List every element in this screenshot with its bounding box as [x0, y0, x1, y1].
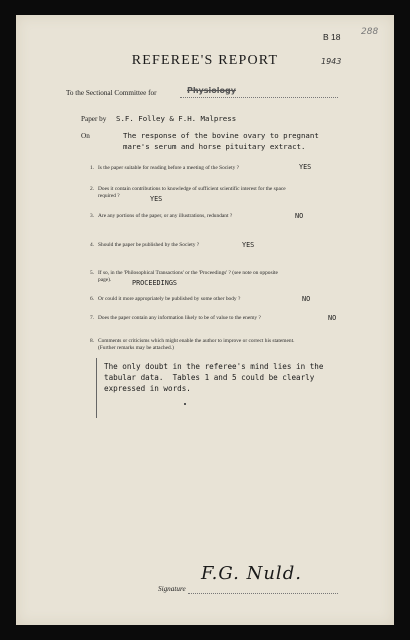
- answer-1: YES: [299, 163, 312, 171]
- question-number: 4.: [90, 242, 95, 248]
- report-title: REFEREE'S REPORT: [131, 53, 279, 68]
- question-number: 1.: [90, 165, 95, 171]
- question-text: If so, in the 'Philosophical Transactions' or the 'Proceedings' ? (see note on opposite: [98, 270, 278, 276]
- committee-line: [180, 97, 338, 98]
- question-text: Or could it more appropriately be published by some other body ?: [98, 296, 241, 302]
- comment-line-1: The only doubt in the referee's mind lies in the: [104, 362, 324, 371]
- question-text-cont: page).: [98, 277, 112, 283]
- question-text: Does the paper contain any information likely to be of value to the enemy ?: [98, 315, 261, 321]
- signature-line: [188, 593, 338, 594]
- answer-6: NO: [302, 295, 311, 303]
- answer-2: YES: [150, 195, 163, 203]
- question-number: 7.: [90, 315, 95, 321]
- question-number: 8.: [90, 338, 95, 344]
- reference-code: B 18: [323, 32, 341, 42]
- committee-label: To the Sectional Committee for: [66, 89, 157, 97]
- answer-3: NO: [295, 212, 304, 220]
- question-number: 6.: [90, 296, 95, 302]
- question-text: Comments or criticisms which might enable the author to improve or correct his statement.: [98, 338, 295, 344]
- question-number: 5.: [90, 270, 95, 276]
- question-text: Does it contain contributions to knowledge of sufficient scientific interest for the space: [98, 186, 286, 192]
- margin-rule: [96, 358, 97, 418]
- report-sheet: [16, 15, 394, 625]
- answer-5: PROCEEDINGS: [132, 279, 178, 287]
- handwritten-year: 1943: [321, 57, 342, 66]
- paper-title-line1: The response of the bovine ovary to pregnant: [123, 131, 319, 140]
- comment-line-3: expressed in words.: [104, 384, 191, 393]
- paper-label: Paper by: [81, 115, 107, 123]
- ink-mark: [184, 403, 186, 405]
- paper-title-line2: mare's serum and horse pituitary extract.: [123, 142, 306, 151]
- comment-line-2: tabular data. Tables 1 and 5 could be clearly: [104, 373, 315, 382]
- question-text: Is the paper suitable for reading before a meeting of the Society ?: [98, 165, 239, 171]
- question-text-cont: (Further remarks may be attached.): [98, 345, 174, 351]
- on-label: On: [81, 132, 90, 140]
- paper-authors: S.F. Folley & F.H. Malpress: [116, 114, 237, 123]
- answer-4: YES: [242, 241, 255, 249]
- question-text: Should the paper be published by the Society ?: [98, 242, 200, 248]
- question-text: Are any portions of the paper, or any illustrations, redundant ?: [98, 213, 233, 219]
- handwritten-signature: F.G. Nuld.: [201, 563, 302, 584]
- question-number: 2.: [90, 186, 95, 192]
- question-number: 3.: [90, 213, 95, 219]
- pencil-page-number: 288: [361, 27, 379, 37]
- committee-value: Physiology: [187, 86, 236, 95]
- signature-label: Signature: [158, 585, 186, 593]
- question-text-cont: required ?: [98, 193, 120, 199]
- answer-7: NO: [328, 314, 337, 322]
